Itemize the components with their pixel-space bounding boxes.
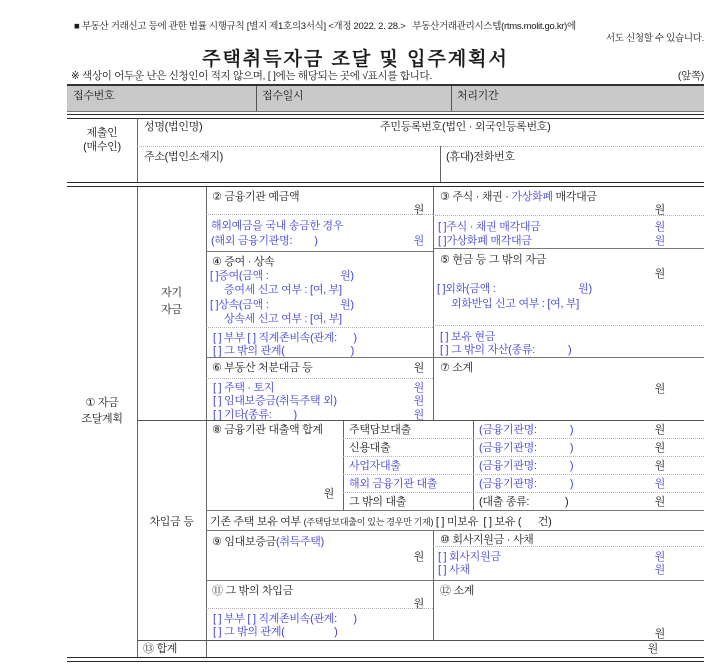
- won-suffix: 원: [654, 478, 665, 490]
- submitter-sublabel: (매수인): [83, 141, 121, 153]
- won-suffix: 원: [413, 395, 424, 407]
- fx-report-row: 외화반입 신고 여부 : [여, 부]: [451, 298, 580, 310]
- existing-house-row: [210, 513, 551, 529]
- divider: [343, 474, 704, 475]
- divider: [137, 640, 704, 641]
- receipt-no-label: 접수번호: [73, 90, 115, 102]
- existing-house-label: 기존 주택 보유 여부: [210, 516, 304, 528]
- section-divider: [137, 420, 704, 421]
- table-bottom-double-rule: [67, 657, 704, 662]
- loan-type-business: 사업자대출: [349, 460, 401, 472]
- won-suffix: 원: [413, 598, 424, 610]
- self-funds-label-1: 자기: [161, 287, 182, 299]
- receipt-time-label: 접수일시: [262, 90, 304, 102]
- won-suffix: 원: [654, 628, 665, 640]
- divider: [206, 530, 704, 531]
- won-suffix: 원: [413, 409, 424, 421]
- won-suffix: 원: [647, 643, 658, 655]
- existing-house-note: (주택담보대출이 있는 경우만 기재): [303, 517, 434, 527]
- won-suffix: 원: [654, 221, 665, 233]
- won-suffix: 원: [413, 551, 424, 563]
- divider: [343, 492, 704, 493]
- won-suffix: 원: [654, 235, 665, 247]
- item9-black-part: ⑨ 임대보증금: [212, 536, 276, 548]
- plan-section-label-1: ① 자금: [85, 397, 119, 409]
- divider: [206, 580, 704, 581]
- divider: [206, 608, 433, 609]
- overseas-remit-label: 해외예금을 국내 송금한 경우: [211, 220, 344, 232]
- receipt-divider-1: [256, 86, 257, 111]
- item6-disposal-label: ⑥ 부동산 처분대금 등: [212, 362, 313, 374]
- won-suffix: 원: [323, 488, 334, 500]
- plan-col1-divider: [137, 187, 138, 657]
- item7-subtotal-label: ⑦ 소계: [440, 362, 473, 374]
- won-suffix: 원: [654, 564, 665, 576]
- phone-field-label: (휴대)전화번호: [446, 151, 515, 163]
- divider: [343, 456, 704, 457]
- receipt-row-bottom-border: [67, 111, 704, 112]
- loan-type-other: 그 밖의 대출: [349, 496, 407, 508]
- item9-blue-part: (취득주택): [275, 536, 324, 548]
- gift-tax-report-row: 증여세 신고 여부 : [여, 부]: [224, 284, 342, 296]
- item3-crypto-part: 가상화폐: [511, 191, 553, 203]
- won-suffix: 원: [413, 362, 424, 374]
- existing-house-options: [ ] 미보유 [ ] 보유 ( 건): [433, 516, 552, 528]
- other-asset-row: [ ] 그 밖의 자산(종류: ): [440, 344, 572, 356]
- submitter-top-double-rule: [67, 114, 704, 119]
- inherit-checkbox-row: [ ]상속(금액 : 원): [210, 299, 354, 311]
- loan-type-credit: 신용대출: [349, 442, 391, 454]
- loan-type-overseas: 해외 금융기관 대출: [349, 478, 438, 490]
- won-suffix: 원: [413, 204, 424, 216]
- won-suffix: 원: [654, 424, 665, 436]
- submitter-label: 제출인: [86, 127, 118, 139]
- item13-total-label: ⑬ 합계: [143, 643, 178, 655]
- disposal-etc-row: [ ] 기타(종류: ): [213, 409, 297, 421]
- receipt-row-background: [67, 86, 704, 111]
- item4-gift-inherit-label: ④ 증여 · 상속: [212, 256, 275, 268]
- item9-rental-deposit-label: [212, 536, 324, 549]
- plan-col2-divider: [206, 187, 207, 657]
- inherit-tax-report-row: 상속세 신고 여부 : [여, 부]: [224, 313, 342, 325]
- fx-amount-row: [ ]외화(금액 : 원): [437, 283, 592, 295]
- won-suffix: 원: [654, 442, 665, 454]
- plan-section-label-2: 조달계획: [81, 413, 123, 425]
- submitter-col-divider: [137, 118, 138, 182]
- divider: [206, 214, 433, 215]
- borrow-relation-other-row: [ ] 그 밖의 관계( ): [213, 626, 338, 638]
- bank-name-field: (금융기관명: ): [479, 478, 574, 490]
- divider: [206, 327, 433, 328]
- divider: [433, 325, 704, 326]
- page-side-label: (앞쪽): [677, 70, 704, 82]
- disposal-deposit-row: [ ] 임대보증금(취득주택 외): [213, 395, 337, 407]
- submitter-row-divider: [137, 146, 704, 147]
- receipt-divider-2: [451, 86, 452, 111]
- regulation-note-line2: 서도 신청할 수 있습니다.: [605, 33, 704, 44]
- relation-spouse-row: [ ] 부부 [ ] 직계존비속(관계: ): [213, 332, 357, 344]
- name-field-label: 성명(법인명): [144, 121, 203, 133]
- stock-bond-sale-row: [ ]주식 · 채권 매각대금: [438, 221, 541, 233]
- bank-name-field: (금융기관명: ): [479, 460, 574, 472]
- submitter-bottom-double-rule: [67, 182, 704, 187]
- relation-other-row: [ ] 그 밖의 관계( ): [213, 345, 355, 357]
- loan-type-mortgage: 주택담보대출: [349, 424, 411, 436]
- divider: [206, 357, 433, 358]
- won-suffix: 원: [654, 268, 665, 280]
- divider: [433, 546, 704, 547]
- item8-loan-total-label: ⑧ 금융기관 대출액 합계: [212, 424, 323, 436]
- disposal-house-land-row: [ ] 주택 · 토지: [213, 382, 275, 394]
- address-field-label: 주소(법인소재지): [144, 151, 224, 163]
- private-bond-row: [ ] 사채: [438, 564, 470, 576]
- won-suffix: 원: [413, 235, 424, 247]
- divider: [343, 438, 704, 439]
- phone-col-divider: [440, 146, 441, 182]
- won-suffix: 원: [654, 383, 665, 395]
- bank-name-field: (금융기관명: ): [479, 424, 574, 436]
- item11-other-borrow-label: ⑪ 그 밖의 차입금: [212, 585, 293, 597]
- won-suffix: 원: [654, 496, 665, 508]
- item2-deposit-label: ② 금융기관 예금액: [212, 191, 300, 203]
- won-suffix: 원: [654, 204, 665, 216]
- instruction-note: ※ 색상이 어두운 난은 신청인이 적지 않으며, [ ]에는 해당되는 곳에 √표시를 합니다.: [71, 70, 432, 82]
- item10-company-support-label: ⑩ 회사지원금 · 사채: [440, 534, 534, 546]
- self-funds-label-2: 자금: [161, 304, 182, 316]
- won-suffix: 원: [654, 460, 665, 472]
- divider: [433, 248, 704, 249]
- form-title: 주택취득자금 조달 및 입주계획서: [202, 49, 509, 70]
- item3-sale-part: 매각대금: [552, 191, 597, 203]
- bank-name-field: (금융기관명: ): [479, 442, 574, 454]
- overseas-bank-field: (해외 금융기관명: ): [211, 235, 318, 247]
- divider: [433, 357, 704, 358]
- item12-subtotal-label: ⑫ 소계: [440, 585, 475, 597]
- regulation-note: ■ 부동산 거래신고 등에 관한 법률 시행규칙 [별지 제1호의3서식] <개정 2022. 2. 28.> 부동산거래관리시스템(rtms.molit.go.kr)에: [74, 21, 576, 32]
- held-cash-row: [ ] 보유 현금: [440, 331, 496, 343]
- loan-kind-field: (대출 종류: ): [479, 496, 569, 508]
- processing-period-label: 처리기간: [457, 90, 499, 102]
- item3-black-part: ③ 주식 · 채권 ·: [440, 191, 512, 203]
- divider: [206, 510, 704, 511]
- divider: [206, 251, 433, 252]
- gift-checkbox-row: [ ]증여(금액 : 원): [210, 270, 354, 282]
- borrow-relation-spouse-row: [ ] 부부 [ ] 직계존비속(관계: ): [213, 613, 357, 625]
- item3-securities-label: [440, 191, 597, 204]
- company-support-row: [ ] 회사지원금: [438, 551, 501, 563]
- borrowings-label: 차입금 등: [149, 516, 194, 528]
- divider: [433, 215, 704, 216]
- won-suffix: 원: [413, 382, 424, 394]
- crypto-sale-row: [ ]가상화폐 매각대금: [438, 235, 532, 247]
- id-number-field-label: 주민등록번호(법인 · 외국인등록번호): [380, 121, 551, 133]
- loan-type-col-divider: [343, 420, 344, 510]
- won-suffix: 원: [654, 551, 665, 563]
- divider: [206, 378, 433, 379]
- item5-cash-label: ⑤ 현금 등 그 밖의 자금: [440, 254, 546, 266]
